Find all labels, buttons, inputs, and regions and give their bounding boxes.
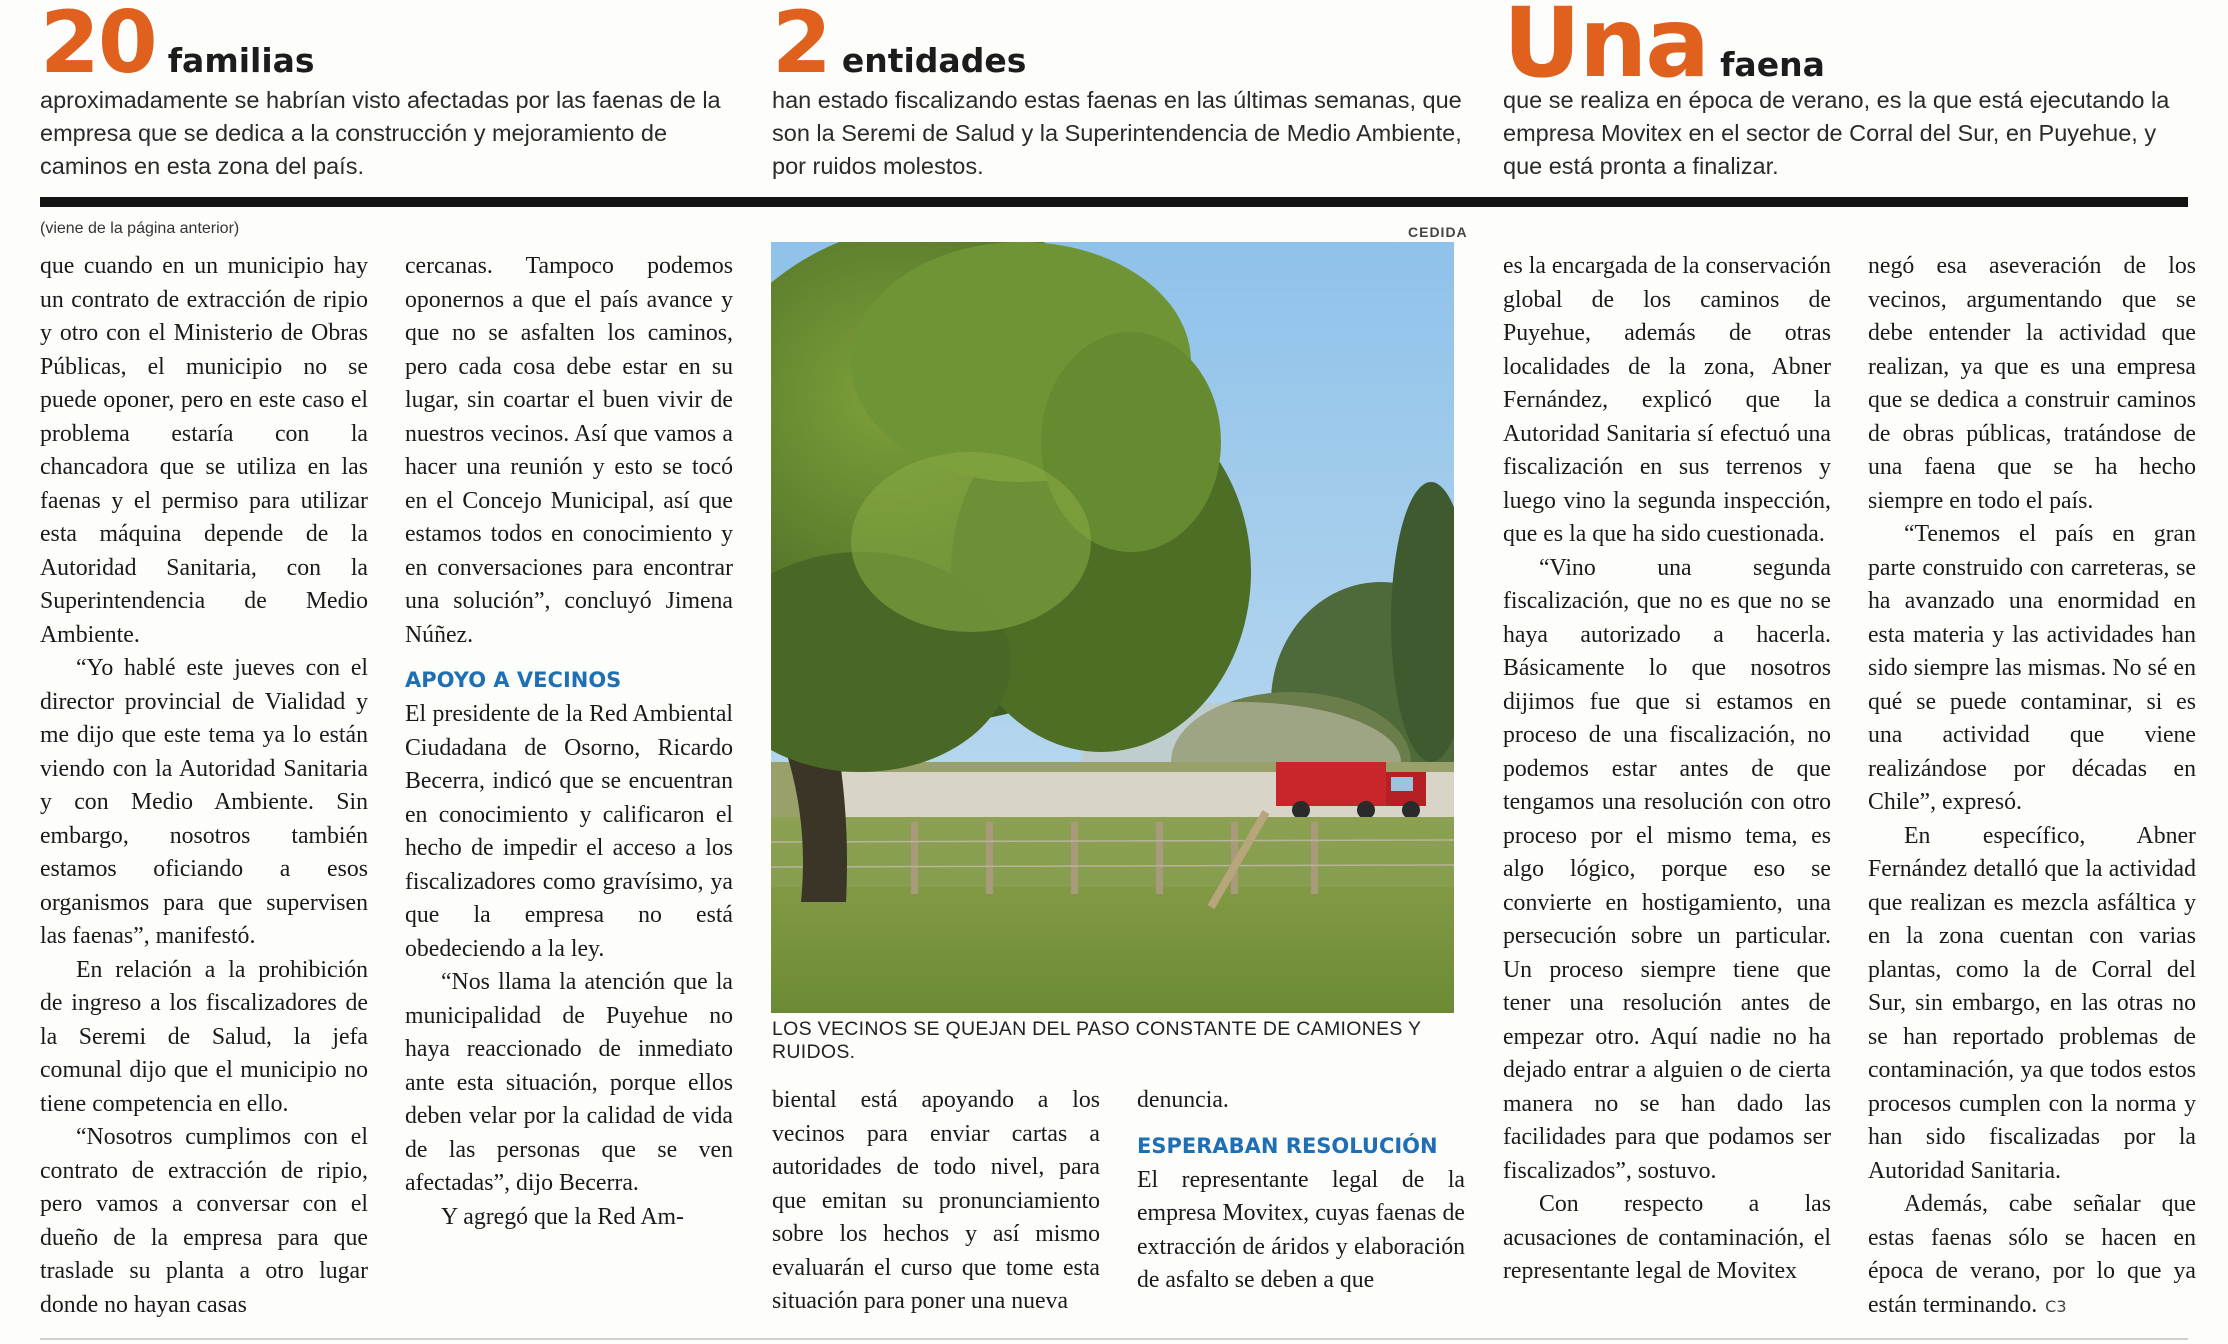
fact-box-faena <box>1503 0 2193 183</box>
end-of-article-mark: C3 <box>2045 1296 2067 1316</box>
section-subheading: ESPERABAN RESOLUCIÓN <box>1137 1133 1438 1158</box>
article-column-3 <box>772 1084 1100 1319</box>
paragraph: “Vino una segunda fiscalización, que no es que no se haya autorizado a hacerla. Básicamente lo que nosotros dijimos fue que si estamos en proceso de una fiscalización, no podemos estar antes de que tengamos una resolución con otro proceso por el mismo tema, es algo lógico, porque eso se convierte en hostigamiento, una persecución sobre un particular. Un proceso siempre tiene que tener una resolución antes de empezar otro. Aquí nadie no ha dejado entrar a alguien o de cierta manera no se han dado las facilidades para que podamos ser fiscalizados”, sostuvo. <box>1503 554 1831 1184</box>
continued-note: (viene de la página anterior) <box>40 220 240 237</box>
fact-heading <box>1503 0 2193 99</box>
fact-heading <box>40 0 730 93</box>
paragraph: es la encargada de la conservación global de los caminos de Puyehue, además de otras localidades de la zona, Abner Fernández, explicó que la Autoridad Sanitaria sí efectuó una fiscalización en sus terrenos y luego vino la segunda inspección, que es la que ha sido cuestionada. <box>1503 253 1831 547</box>
article-column-1 <box>40 250 368 1322</box>
photo-field-tree-truck <box>771 242 1454 1013</box>
article-column-2 <box>405 250 733 1234</box>
section-divider <box>40 197 2188 207</box>
paragraph: Y agregó que la Red Am- <box>441 1203 684 1230</box>
fact-box-entidades <box>772 0 1462 183</box>
fact-description: han estado fiscalizando estas faenas en las últimas semanas, que son la Seremi de Salud y la Superintendencia de Medio Ambiente, por ruidos molestos. <box>772 87 1462 179</box>
fact-number: Una <box>1503 0 1709 99</box>
photo-credit: CEDIDA <box>1408 224 1468 240</box>
bottom-divider <box>40 1338 2188 1340</box>
fact-description: que se realiza en época de verano, es la que está ejecutando la empresa Movitex en el sector de Corral del Sur, en Puyehue, y que está pronta a finalizar. <box>1503 87 2170 179</box>
paragraph: “Nos llama la atención que la municipalidad de Puyehue no haya reaccionado de inmediato ante esta situación, porque ellos deben velar por la calidad de vida de las personas que se ven afectadas”, dijo Becerra. <box>405 969 733 1196</box>
fact-description: aproximadamente se habrían visto afectadas por las faenas de la empresa que se dedica a la construcción y mejoramiento de caminos en esta zona del país. <box>40 87 721 179</box>
article-column-6 <box>1868 250 2196 1323</box>
fact-number: 20 <box>40 0 156 93</box>
fact-number: 2 <box>772 0 830 93</box>
paragraph: En específico, Abner Fernández detalló que la actividad que realizan es mezcla asfáltica y en la zona cuentan con varias plantas, como la de Corral del Sur, sin embargo, en las otras no se han reportado problemas de contaminación, ya que todos estos procesos cumplen con la norma y han sido fiscalizadas por la Autoridad Sanitaria. <box>1868 822 2196 1184</box>
paragraph: En relación a la prohibición de ingreso a los fiscalizadores de la Seremi de Salud, la jefa comunal dijo que el municipio no tiene competencia en ello. <box>40 956 368 1117</box>
paragraph: denuncia. <box>1137 1087 1229 1113</box>
paragraph: biental está apoyando a los vecinos para enviar cartas a autoridades de todo nivel, para que emitan su pronunciamiento sobre los hechos y así mismo evaluarán el curso que tome esta situación para poner una nueva <box>772 1087 1100 1314</box>
fact-heading <box>772 0 1462 93</box>
paragraph: El presidente de la Red Ambiental Ciudadana de Osorno, Ricardo Becerra, indicó que se encuentran en conocimiento y calificaron el hecho de impedir el acceso a los fiscalizadores como gravísimo, ya que la empresa no está obedeciendo a la ley. <box>405 701 733 962</box>
paragraph: “Tenemos el país en gran parte construido con carreteras, se ha avanzado una enormidad en esta materia y las actividades han sido siempre las mismas. No sé en qué se puede contaminar, si es una actividad que viene realizándose por décadas en Chile”, expresó. <box>1868 521 2196 815</box>
paragraph: negó esa aseveración de los vecinos, argumentando que se debe entender la actividad que realizan, ya que es una empresa que se dedica a construir caminos de obras públicas, tratándose de una faena que se ha hecho siempre en todo el país. <box>1868 253 2196 514</box>
fact-word: familias <box>167 41 315 80</box>
paragraph: “Yo hablé este jueves con el director provincial de Vialidad y me dijo que este tema ya lo están viendo con la Autoridad Sanitaria y con Medio Ambiente. Sin embargo, nosotros también estamos oficiando a esos organismos para que supervisen las faenas”, manifestó. <box>40 655 368 949</box>
photo-caption: LOS VECINOS SE QUEJAN DEL PASO CONSTANTE DE CAMIONES Y RUIDOS. <box>772 1018 1422 1063</box>
article-column-4 <box>1137 1084 1465 1298</box>
fact-box-familias <box>40 0 730 183</box>
paragraph: El representante legal de la empresa Movitex, cuyas faenas de extracción de áridos y elaboración de asfalto se deben a que <box>1137 1166 1465 1293</box>
paragraph: que cuando en un municipio hay un contrato de extracción de ripio y otro con el Ministerio de Obras Públicas, el municipio no se puede oponer, pero en este caso el problema estaría con la chancadora que se utiliza en las faenas y el permiso para utilizar esta máquina depende de la Autoridad Sanitaria, con la Superintendencia de Medio Ambiente. <box>40 253 368 648</box>
section-subheading: APOYO A VECINOS <box>405 668 622 692</box>
paragraph: cercanas. Tampoco podemos oponernos a que el país avance y que no se asfalten los caminos, pero cada cosa debe estar en su lugar, sin coartar el buen vivir de nuestros vecinos. Así que vamos a hacer una reunión y esto se tocó en el Concejo Municipal, así que estamos todos en conocimiento y en conversaciones para encontrar una solución”, concluyó Jimena Núñez. <box>405 253 733 648</box>
paragraph: Con respecto a las acusaciones de contaminación, el representante legal de Movitex <box>1503 1191 1831 1284</box>
article-photo <box>771 242 1454 1013</box>
paragraph-text: Además, cabe señalar que estas faenas sólo se hacen en época de verano, por lo que ya están terminando. <box>1868 1191 2196 1318</box>
fact-word: faena <box>1720 45 1825 84</box>
article-column-5 <box>1503 250 1831 1289</box>
fact-word: entidades <box>841 41 1027 80</box>
paragraph <box>1868 1188 2196 1323</box>
paragraph: “Nosotros cumplimos con el contrato de extracción de ripio, pero vamos a conversar con el dueño de la empresa para que traslade su planta a otro lugar donde no hayan casas <box>40 1124 368 1318</box>
